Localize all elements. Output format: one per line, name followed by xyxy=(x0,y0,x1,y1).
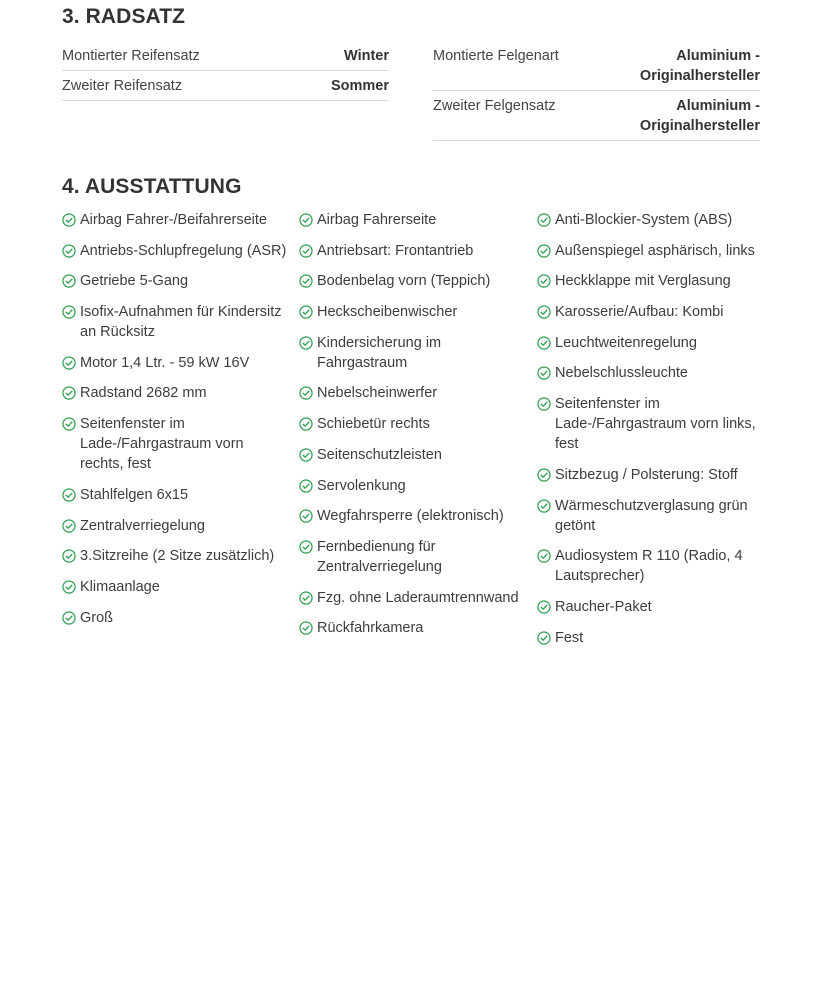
feature-item xyxy=(537,597,762,617)
section-title-ausstattung: 4. AUSSTATTUNG xyxy=(62,175,242,198)
check-circle-icon xyxy=(537,213,551,227)
feature-item xyxy=(537,333,762,353)
feature-text: Kindersicherung im Fahrgastraum xyxy=(317,334,442,371)
feature-item xyxy=(537,271,762,291)
radsatz-table-right xyxy=(433,42,760,141)
feature-item xyxy=(537,210,762,230)
feature-item xyxy=(62,271,287,291)
check-circle-icon xyxy=(62,274,76,288)
feature-item xyxy=(62,577,287,597)
feature-item xyxy=(62,302,287,342)
feature-item xyxy=(62,546,287,566)
check-circle-icon xyxy=(62,611,76,625)
feature-item xyxy=(537,496,762,536)
feature-item xyxy=(62,353,287,373)
feature-item xyxy=(537,465,762,485)
feature-text: Zentralverriegelung xyxy=(80,517,205,534)
check-circle-icon xyxy=(299,621,313,635)
spec-value: Aluminium - Originalhersteller xyxy=(639,48,760,84)
feature-text: Wegfahrsperre (elektronisch) xyxy=(317,508,504,525)
feature-text: Bodenbelag vorn (Teppich) xyxy=(317,273,491,290)
spec-label: Montierter Reifensatz xyxy=(62,48,200,64)
feature-item xyxy=(537,241,762,261)
check-circle-icon xyxy=(62,417,76,431)
feature-text: Heckklappe mit Verglasung xyxy=(555,273,731,290)
feature-item xyxy=(537,628,762,648)
feature-text: Radstand 2682 mm xyxy=(80,385,207,402)
check-circle-icon xyxy=(62,519,76,533)
check-circle-icon xyxy=(537,244,551,258)
feature-text: Groß xyxy=(80,609,114,626)
feature-item xyxy=(299,414,524,434)
feature-text: Seitenfenster im Lade-/Fahrgastraum vorn rechts, fest xyxy=(80,416,244,473)
feature-text: Fest xyxy=(555,629,584,646)
check-circle-icon xyxy=(62,549,76,563)
feature-item xyxy=(537,302,762,322)
feature-text: Leuchtweitenregelung xyxy=(555,334,697,351)
check-circle-icon xyxy=(299,540,313,554)
check-circle-icon xyxy=(537,468,551,482)
check-circle-icon xyxy=(62,213,76,227)
feature-item xyxy=(62,210,287,230)
feature-text: Seitenfenster im Lade-/Fahrgastraum vorn links, fest xyxy=(555,396,756,453)
check-circle-icon xyxy=(62,580,76,594)
feature-text: Isofix-Aufnahmen für Kindersitz an Rücksitz xyxy=(80,304,282,341)
feature-text: Audiosystem R 110 (Radio, 4 Lautsprecher) xyxy=(555,548,743,585)
check-circle-icon xyxy=(299,448,313,462)
feature-text: Klimaanlage xyxy=(80,578,160,595)
feature-text: Rückfahrkamera xyxy=(317,620,424,637)
feature-item xyxy=(62,383,287,403)
feature-item xyxy=(537,546,762,586)
check-circle-icon xyxy=(299,244,313,258)
check-circle-icon xyxy=(299,336,313,350)
feature-list-col1 xyxy=(62,210,287,638)
section-title-radsatz: 3. RADSATZ xyxy=(62,5,186,28)
check-circle-icon xyxy=(537,366,551,380)
feature-list-col2 xyxy=(299,210,524,649)
check-circle-icon xyxy=(299,305,313,319)
feature-text: Karosserie/Aufbau: Kombi xyxy=(555,304,724,321)
feature-text: Nebelscheinwerfer xyxy=(317,385,438,402)
feature-text: Stahlfelgen 6x15 xyxy=(80,486,189,503)
feature-item xyxy=(299,618,524,638)
feature-text: Fernbedienung für Zentralverriegelung xyxy=(317,538,442,575)
feature-text: Airbag Fahrer-/Beifahrerseite xyxy=(80,212,267,228)
check-circle-icon xyxy=(537,336,551,350)
feature-text: Motor 1,4 Ltr. - 59 kW 16V xyxy=(80,354,250,371)
feature-item xyxy=(299,302,524,322)
check-circle-icon xyxy=(537,600,551,614)
check-circle-icon xyxy=(62,244,76,258)
feature-item xyxy=(299,506,524,526)
spec-label: Zweiter Felgensatz xyxy=(433,98,556,114)
feature-item xyxy=(299,537,524,577)
feature-text: Anti-Blockier-System (ABS) xyxy=(555,212,733,228)
feature-item xyxy=(62,414,287,474)
feature-text: Servolenkung xyxy=(317,477,406,494)
check-circle-icon xyxy=(299,213,313,227)
feature-text: Seitenschutzleisten xyxy=(317,446,442,463)
feature-text: Außenspiegel asphärisch, links xyxy=(555,242,755,259)
feature-text: Sitzbezug / Polsterung: Stoff xyxy=(555,466,738,483)
check-circle-icon xyxy=(299,274,313,288)
check-circle-icon xyxy=(537,631,551,645)
feature-text: Fzg. ohne Laderaumtrennwand xyxy=(317,589,519,606)
feature-item xyxy=(299,241,524,261)
feature-item xyxy=(299,588,524,608)
radsatz-table-left xyxy=(62,42,389,101)
check-circle-icon xyxy=(62,386,76,400)
check-circle-icon xyxy=(299,509,313,523)
spec-value: Winter xyxy=(344,48,389,64)
spec-row xyxy=(62,42,389,71)
spec-value: Sommer xyxy=(330,78,389,94)
check-circle-icon xyxy=(62,305,76,319)
check-circle-icon xyxy=(537,274,551,288)
check-circle-icon xyxy=(537,549,551,563)
feature-item xyxy=(537,363,762,383)
feature-item xyxy=(299,383,524,403)
feature-text: 3.Sitzreihe (2 Sitze zusätzlich) xyxy=(80,548,275,565)
feature-text: Wärmeschutzverglasung grün getönt xyxy=(555,497,748,534)
feature-text: Antriebs-Schlupfregelung (ASR) xyxy=(80,242,287,259)
feature-item xyxy=(299,476,524,496)
feature-text: Antriebsart: Frontantrieb xyxy=(317,242,474,259)
feature-item xyxy=(62,608,287,628)
check-circle-icon xyxy=(299,591,313,605)
feature-text: Raucher-Paket xyxy=(555,598,652,615)
check-circle-icon xyxy=(299,386,313,400)
feature-text: Nebelschlussleuchte xyxy=(555,365,688,382)
check-circle-icon xyxy=(537,397,551,411)
check-circle-icon xyxy=(62,488,76,502)
feature-item xyxy=(62,241,287,261)
spec-label: Zweiter Reifensatz xyxy=(62,78,183,94)
feature-item xyxy=(299,333,524,373)
feature-item xyxy=(537,394,762,454)
spec-row xyxy=(433,42,760,91)
check-circle-icon xyxy=(62,356,76,370)
feature-text: Heckscheibenwischer xyxy=(317,304,458,321)
feature-item xyxy=(299,210,524,230)
check-circle-icon xyxy=(537,499,551,513)
feature-text: Getriebe 5-Gang xyxy=(80,273,189,290)
spec-row xyxy=(62,71,389,101)
spec-value: Aluminium - Originalhersteller xyxy=(639,98,760,134)
feature-item xyxy=(62,485,287,505)
check-circle-icon xyxy=(299,479,313,493)
feature-item xyxy=(62,516,287,536)
spec-row xyxy=(433,91,760,141)
check-circle-icon xyxy=(537,305,551,319)
feature-text: Schiebetür rechts xyxy=(317,416,430,433)
check-circle-icon xyxy=(299,417,313,431)
feature-text: Airbag Fahrerseite xyxy=(317,212,437,228)
feature-list-col3 xyxy=(537,210,762,658)
feature-item xyxy=(299,271,524,291)
feature-item xyxy=(299,445,524,465)
spec-label: Montierte Felgenart xyxy=(433,48,559,64)
